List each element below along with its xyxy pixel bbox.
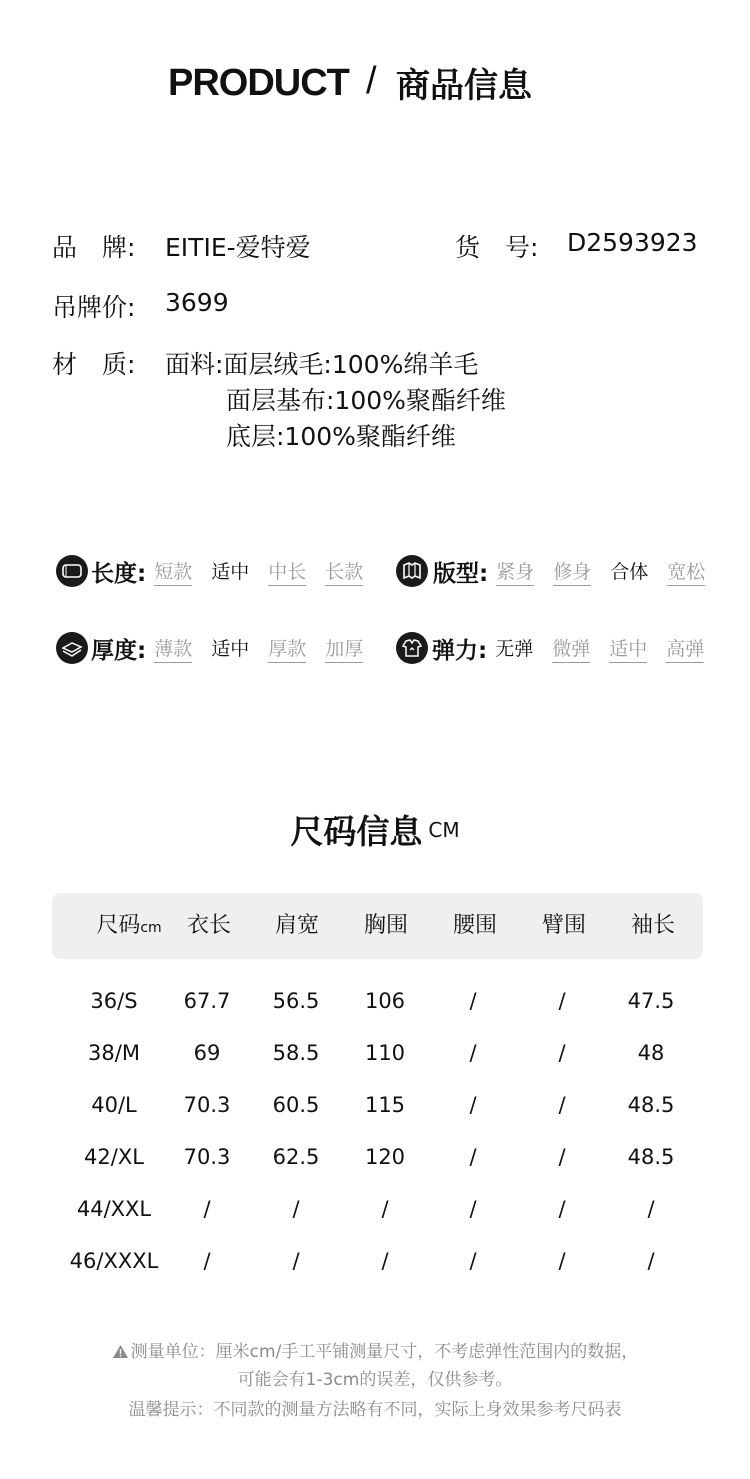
table-cell: / [292,1249,300,1273]
table-cell: 70.3 [183,1093,231,1117]
table-cell: / [647,1249,655,1273]
attribute-fit-label: 版型: [433,560,489,587]
elasticity-option-high: 高弹 [666,634,704,663]
table-cell: 48.5 [627,1145,675,1169]
thickness-icon [56,632,88,664]
table-cell: / [558,989,566,1013]
sku-value: D2593923 [567,228,698,257]
length-option-medium: 适中 [211,561,250,583]
table-cell: / [558,1197,566,1221]
material-line-3: 底层:100%聚酯纤维 [226,422,456,451]
size-section-title [0,806,750,853]
table-cell: 62.5 [272,1145,320,1169]
table-cell: 42/XL [84,1145,144,1169]
table-header-arm: 臂围 [541,913,586,938]
page-header [0,58,750,108]
table-cell: / [647,1197,655,1221]
attribute-length-label: 长度: [91,560,147,587]
table-cell: 67.7 [183,989,231,1013]
table-header-shoulder: 肩宽 [274,913,319,938]
table-cell: 58.5 [272,1041,320,1065]
table-cell: 69 [193,1041,221,1065]
table-cell: 70.3 [183,1145,231,1169]
thickness-option-thick: 厚款 [268,634,306,663]
length-option-long: 长款 [325,557,363,586]
table-cell: 46/XXXL [69,1249,159,1273]
material-line-1: 面料:面层绒毛:100%绵羊毛 [165,350,479,379]
table-header-waist: 腰围 [452,913,497,938]
elasticity-option-slight: 微弹 [552,634,590,663]
table-cell: 44/XXL [76,1197,152,1221]
table-cell: / [469,1041,477,1065]
material-label: 材 质: [52,350,136,379]
table-cell: / [558,1041,566,1065]
attribute-thickness [56,632,363,664]
attribute-fit [396,555,705,587]
fit-icon [396,555,428,587]
attribute-thickness-label: 厚度: [91,637,147,664]
table-cell: / [469,1093,477,1117]
table-cell: / [469,1197,477,1221]
table-cell: 40/L [91,1093,137,1117]
table-cell: / [381,1197,389,1221]
table-cell: 48 [637,1041,665,1065]
fit-option-slim: 修身 [553,557,591,586]
table-cell: / [381,1249,389,1273]
table-cell: / [469,989,477,1013]
table-cell: / [469,1249,477,1273]
size-title: 尺码信息 [290,812,423,851]
table-cell: 36/S [90,989,138,1013]
note-line-1: 测量单位：厘米cm/手工平铺测量尺寸，不考虑弹性范围内的数据， [0,1337,750,1362]
note-line-3: 温馨提示：不同款的测量方法略有不同，实际上身效果参考尺码表 [128,1400,622,1420]
thickness-option-extra-thick: 加厚 [325,634,363,663]
table-cell: 38/M [88,1041,140,1065]
table-cell: / [292,1197,300,1221]
table-cell: / [558,1145,566,1169]
table-cell: 48.5 [627,1093,675,1117]
note-line-2: 可能会有1-3cm的误差，仅供参考。 [237,1370,513,1390]
table-cell: 120 [364,1145,406,1169]
thickness-option-medium: 适中 [211,638,250,660]
title-cn: 商品信息 [396,66,532,106]
table-cell: 56.5 [272,989,320,1013]
table-cell: / [558,1093,566,1117]
elasticity-icon [396,632,428,664]
length-option-midlong: 中长 [268,557,306,586]
fit-option-tight: 紧身 [496,557,534,586]
brand-value: EITIE-爱特爱 [165,233,311,262]
price-label: 吊牌价: [52,293,136,322]
thickness-option-thin: 薄款 [154,634,192,663]
brand-label: 品 牌: [52,233,136,262]
table-header-size: 尺码cm [96,913,162,938]
table-header-chest: 胸围 [363,913,408,938]
length-icon [56,555,88,587]
table-cell: 110 [364,1041,406,1065]
title-en: PRODUCT [168,62,349,104]
table-cell: / [203,1197,211,1221]
length-option-short: 短款 [154,557,192,586]
table-cell: / [558,1249,566,1273]
elasticity-option-medium: 适中 [609,634,647,663]
elasticity-option-none: 无弹 [495,638,534,660]
table-cell: 115 [364,1093,406,1117]
price-value: 3699 [165,288,229,317]
table-cell: 60.5 [272,1093,320,1117]
material-line-2: 面层基布:100%聚酯纤维 [226,386,506,415]
title-separator: / [366,60,377,102]
warning-icon [112,1344,129,1359]
fit-option-loose: 宽松 [667,557,705,586]
table-cell: / [469,1145,477,1169]
table-header-sleeve: 袖长 [630,913,675,938]
size-table-header [52,893,703,959]
size-unit: CM [428,818,460,842]
table-header-unit: cm [140,920,162,936]
table-cell: / [203,1249,211,1273]
table-cell: 106 [364,989,406,1013]
fit-option-regular: 合体 [610,561,649,583]
attribute-length [56,555,363,587]
table-cell: 47.5 [627,989,675,1013]
attribute-elasticity-label: 弹力: [432,637,488,664]
attribute-elasticity [396,632,704,664]
sku-label: 货 号: [455,233,539,262]
table-header-length: 衣长 [186,913,231,938]
